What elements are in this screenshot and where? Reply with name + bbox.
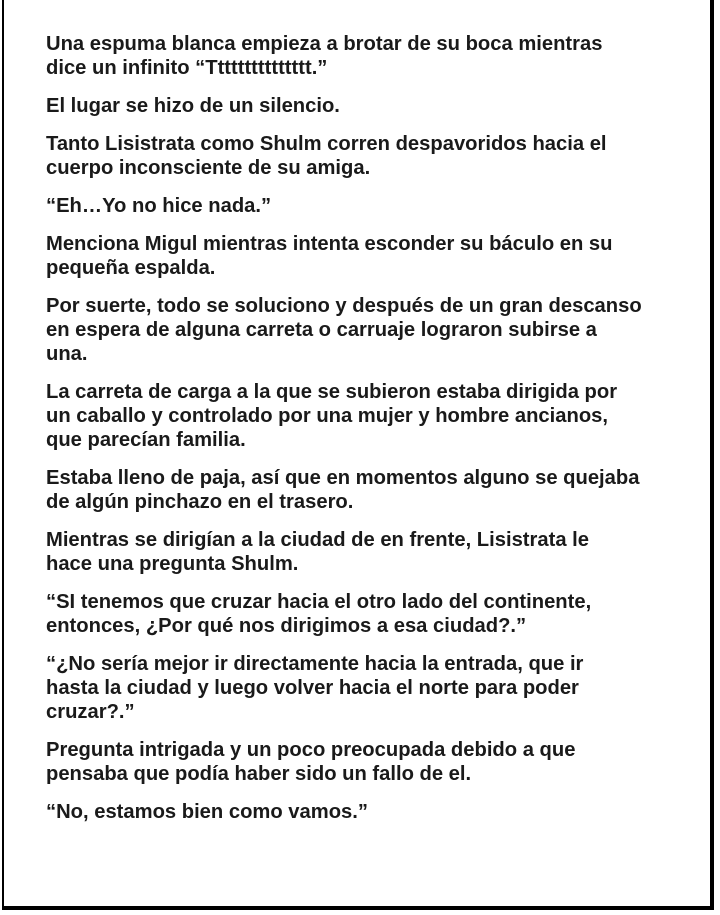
paragraph (46, 738, 686, 786)
text-line: “¿No sería mejor ir directamente hacia la entrada, que ir (46, 653, 584, 675)
text-line: cuerpo inconsciente de su amiga. (46, 157, 371, 179)
text-line: “No, estamos bien como vamos.” (46, 801, 368, 823)
text-line: Menciona Migul mientras intenta esconder su báculo en su (46, 233, 613, 255)
paragraph (46, 294, 686, 366)
text-line: hasta la ciudad y luego volver hacia el norte para poder (46, 677, 579, 699)
text-line: Pregunta intrigada y un poco preocupada debido a que (46, 739, 576, 761)
text-line: de algún pinchazo en el trasero. (46, 491, 354, 513)
paragraph (46, 800, 686, 824)
document-body (46, 32, 686, 838)
text-line: Una espuma blanca empieza a brotar de su boca mientras (46, 33, 603, 55)
text-line: entonces, ¿Por qué nos dirigimos a esa ciudad?.” (46, 615, 527, 637)
text-line: Mientras se dirigían a la ciudad de en frente, Lisistrata le (46, 529, 589, 551)
paragraph (46, 194, 686, 218)
paragraph (46, 232, 686, 280)
text-line: que parecían familia. (46, 429, 246, 451)
text-line: “SI tenemos que cruzar hacia el otro lado del continente, (46, 591, 592, 613)
text-line: pensaba que podía haber sido un fallo de el. (46, 763, 472, 785)
text-line: El lugar se hizo de un silencio. (46, 95, 340, 117)
paragraph (46, 94, 686, 118)
text-line: en espera de alguna carreta o carruaje lograron subirse a (46, 319, 597, 341)
text-line: Tanto Lisistrata como Shulm corren despavoridos hacia el (46, 133, 607, 155)
text-line: dice un infinito “Ttttttttttttttt.” (46, 57, 328, 79)
paragraph (46, 590, 686, 638)
paragraph (46, 466, 686, 514)
text-line: La carreta de carga a la que se subieron estaba dirigida por (46, 381, 618, 403)
text-line: un caballo y controlado por una mujer y hombre ancianos, (46, 405, 608, 427)
text-line: cruzar?.” (46, 701, 135, 723)
text-line: Por suerte, todo se soluciono y después de un gran descanso (46, 295, 642, 317)
text-line: Estaba lleno de paja, así que en momentos alguno se quejaba (46, 467, 640, 489)
paragraph (46, 32, 686, 80)
text-line: una. (46, 343, 88, 365)
paragraph (46, 132, 686, 180)
paragraph (46, 652, 686, 724)
text-line: hace una pregunta Shulm. (46, 553, 299, 575)
paragraph (46, 528, 686, 576)
text-line: “Eh…Yo no hice nada.” (46, 195, 272, 217)
paragraph (46, 380, 686, 452)
text-line: pequeña espalda. (46, 257, 216, 279)
